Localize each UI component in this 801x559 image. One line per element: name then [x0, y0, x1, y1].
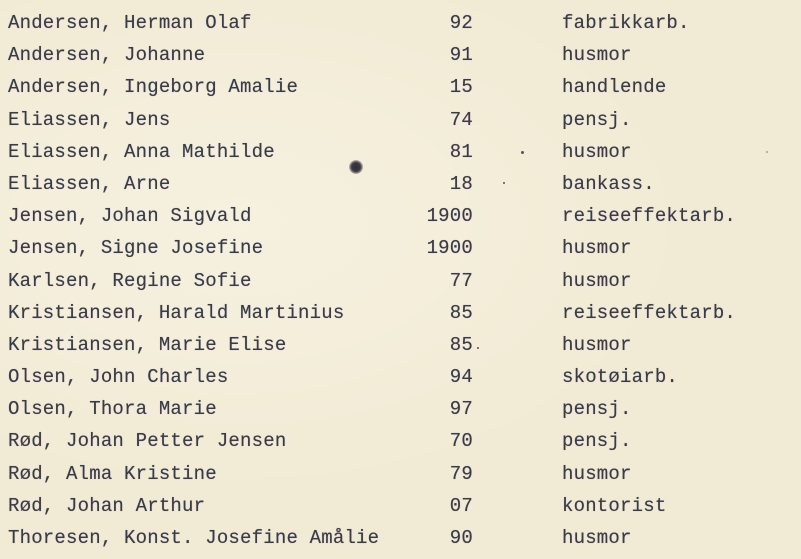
register-row [0, 362, 801, 394]
person-name: Kristiansen, Marie Elise [8, 333, 287, 356]
birth-year: 1900 [426, 205, 473, 228]
person-name: Jensen, Johan Sigvald [8, 205, 252, 228]
person-name: Eliassen, Arne [8, 172, 171, 195]
occupation: pensj. [562, 398, 632, 421]
birth-year: 90 [449, 527, 473, 549]
occupation: handlende [562, 76, 667, 99]
register-row [0, 426, 801, 458]
occupation: fabrikkarb. [562, 12, 690, 34]
occupation: husmor [562, 44, 632, 67]
register-row [0, 201, 801, 233]
birth-year: 79 [449, 462, 473, 485]
occupation: pensj. [562, 108, 632, 131]
person-name: Eliassen, Anna Mathilde [8, 140, 275, 163]
register-row [0, 233, 801, 265]
person-name: Thoresen, Konst. Josefine Amålie [8, 527, 380, 549]
birth-year: 81 [449, 140, 473, 163]
birth-year: 77 [449, 269, 473, 292]
register-row [0, 137, 801, 169]
birth-year: 91 [449, 44, 473, 67]
occupation: husmor [562, 269, 632, 292]
ink-speck [521, 151, 524, 154]
register-row [0, 394, 801, 426]
person-name: Andersen, Herman Olaf [8, 12, 252, 34]
birth-year: 74 [449, 108, 473, 131]
birth-year: 18 [449, 172, 473, 195]
birth-year: 94 [449, 366, 473, 389]
birth-year: 1900 [426, 237, 473, 260]
birth-year: 15 [449, 76, 473, 99]
person-name: Andersen, Johanne [8, 44, 206, 67]
register-row [0, 298, 801, 330]
occupation: husmor [562, 462, 632, 485]
person-name: Olsen, John Charles [8, 366, 229, 389]
register-row [0, 40, 801, 72]
person-name: Olsen, Thora Marie [8, 398, 217, 421]
register-row [0, 72, 801, 104]
register-row [0, 330, 801, 362]
occupation: reiseeffektarb. [562, 301, 737, 324]
person-name: Rød, Johan Petter Jensen [8, 430, 287, 453]
register-row [0, 523, 801, 555]
occupation: husmor [562, 527, 632, 549]
person-name: Eliassen, Jens [8, 108, 171, 131]
person-name: Rød, Alma Kristine [8, 462, 217, 485]
birth-year: 92 [449, 12, 473, 34]
ink-speck [503, 182, 505, 184]
occupation: bankass. [562, 172, 655, 195]
birth-year: 97 [449, 398, 473, 421]
person-name: Rød, Johan Arthur [8, 494, 206, 517]
occupation: skotøiarb. [562, 366, 679, 389]
birth-year: 07 [449, 494, 473, 517]
register-row [0, 105, 801, 137]
register-row [0, 8, 801, 40]
register-row [0, 169, 801, 201]
person-name: Kristiansen, Harald Martinius [8, 301, 345, 324]
person-name: Karlsen, Regine Sofie [8, 269, 252, 292]
birth-year: 70 [449, 430, 473, 453]
ink-speck [477, 347, 479, 349]
register-row [0, 266, 801, 298]
birth-year: 85 [449, 301, 473, 324]
occupation: reiseeffektarb. [562, 205, 737, 228]
occupation: husmor [562, 237, 632, 260]
birth-year: 85 [449, 333, 473, 356]
occupation: husmor [562, 140, 632, 163]
occupation: pensj. [562, 430, 632, 453]
ink-blot [349, 160, 363, 174]
person-name: Jensen, Signe Josefine [8, 237, 264, 260]
person-name: Andersen, Ingeborg Amalie [8, 76, 299, 99]
ink-speck [766, 151, 768, 153]
register-list [0, 8, 801, 555]
occupation: kontorist [562, 494, 667, 517]
register-row [0, 491, 801, 523]
register-row [0, 459, 801, 491]
occupation: husmor [562, 333, 632, 356]
